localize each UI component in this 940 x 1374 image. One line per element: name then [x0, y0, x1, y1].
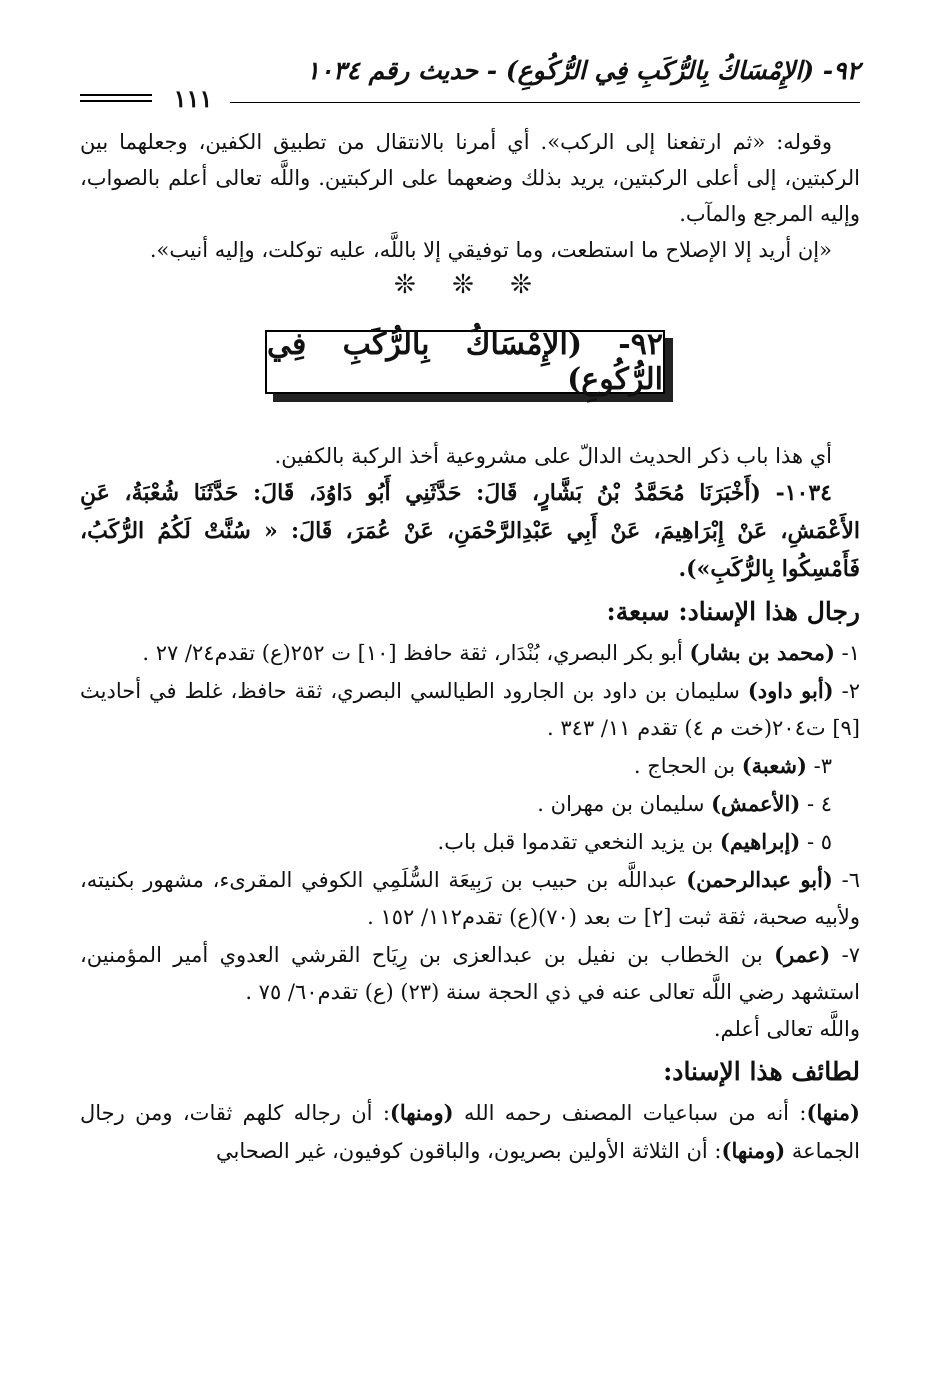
narrator-entry-6 — [80, 861, 860, 936]
intro-paragraph: وقوله: «ثم ارتفعنا إلى الركب». أي أمرنا بالانتقال من تطبيق الكفين، وجعلهما بين الركبتين، إلى أعلى الركبتين، يريد بذلك وضعهما على الركبتين. واللَّه تعالى أعلم بالصواب، وإليه المرجع والمآب. — [80, 130, 860, 226]
narrator-number: ٤ - — [800, 792, 832, 816]
narrator-entry-2 — [80, 672, 860, 747]
narrator-entry-4 — [80, 785, 860, 823]
lataif-marker: (ومنها) — [721, 1138, 786, 1163]
header-rule-left-top — [80, 94, 152, 96]
narrator-entry-1 — [80, 634, 860, 672]
lataif-text: : أن الثلاثة الأولين بصريون، والباقون كوفيون، غير الصحابي — [216, 1139, 722, 1163]
narrator-details: سليمان بن مهران . — [537, 792, 712, 816]
closing-line: واللَّه تعالى أعلم. — [713, 1017, 860, 1041]
running-title: ٩٢- (الإِمْسَاكُ بِالرُّكَبِ فِي الرُّكُوعِ) - حديث رقم ١٠٣٤ — [306, 56, 860, 85]
narrator-name: (أبو عبدالرحمن) — [686, 867, 833, 892]
narrator-number: ٦- — [832, 868, 861, 892]
narrator-name: (محمد بن بشار) — [689, 640, 835, 665]
quran-quote: «إن أريد إلا الإصلاح ما استطعت، وما توفيقي إلا باللَّه، عليه توكلت، وإليه أنيب». — [149, 238, 832, 262]
narrators-heading: رجال هذا الإسناد: سبعة: — [606, 597, 860, 626]
header-rule — [230, 102, 860, 103]
narrator-details: عبداللَّه بن حبيب بن رَبِيعَة السُّلَمِي الكوفي المقرىء، مشهور بكنيته، ولأبيه صحبة، ثقة ثبت [٢] ت بعد (٧٠)(ع) تقدم١١٢/ ١٥٢ . — [80, 868, 860, 929]
narrator-name: (شعبة) — [741, 753, 807, 778]
book-page — [80, 50, 860, 1350]
lataif-marker: (منها) — [806, 1100, 860, 1125]
narrator-entry-3 — [80, 747, 860, 785]
narrator-number: ٣- — [806, 754, 832, 778]
separator-stars: ❊ ❊ ❊ — [394, 270, 546, 300]
lataif-marker: (ومنها) — [389, 1100, 454, 1125]
narrator-entry-7 — [80, 936, 860, 1011]
narrator-number: ٧- — [830, 943, 860, 967]
page-number: ١١١ — [173, 84, 213, 113]
narrator-name: (أبو داود) — [747, 678, 834, 703]
lataif-heading: لطائف هذا الإسناد: — [663, 1057, 860, 1086]
page-header — [80, 50, 860, 113]
narrator-name: (إبراهيم) — [719, 829, 801, 854]
narrator-entry-5 — [80, 823, 860, 861]
narrator-name: (عمر) — [774, 942, 831, 967]
narrator-name: (الأعمش) — [711, 791, 801, 816]
narrator-number: ٢- — [833, 679, 860, 703]
narrator-details: أبو بكر البصري، بُنْدَار، ثقة حافظ [١٠] ت ٢٥٢(ع) تقدم٢٤/ ٢٧ . — [142, 641, 690, 665]
hadith-text: ١٠٣٤- (أَخْبَرَنَا مُحَمَّدُ بْنُ بَشَّارٍ، قَالَ: حَدَّثَنِي أَبُو دَاوُدَ، قَالَ: حَدَّثَنَا شُعْبَةُ، عَنِ الأَعْمَشِ، عَنْ إِبْرَاهِيمَ، عَنْ أَبِي عَبْدِالرَّحْمَنِ، عَنْ عُمَرَ، قَالَ: « سُنَّتْ لَكُمُ الرُّكَبُ، فَأَمْسِكُوا بِالرُّكَبِ»). — [80, 480, 860, 582]
narrator-details: بن الخطاب بن نفيل بن عبدالعزى بن رِيَاح القرشي العدوي أمير المؤمنين، استشهد رضي اللَّه تعالى عنه في ذي الحجة سنة (٢٣) (ع) تقدم٦٠/ ٧٥ . — [80, 943, 860, 1004]
chapter-title: ٩٢- (الإِمْسَاكُ بِالرُّكَبِ فِي الرُّكُوعِ) — [267, 327, 663, 397]
narrator-details: بن يزيد النخعي تقدموا قبل باب. — [437, 830, 720, 854]
narrator-number: ١- — [834, 641, 860, 665]
narrator-number: ٥ - — [800, 830, 832, 854]
chapter-explanation: أي هذا باب ذكر الحديث الدالّ على مشروعية أخذ الركبة بالكفين. — [274, 444, 832, 468]
lataif-text: : أنه من سباعيات المصنف رحمه الله — [453, 1101, 807, 1125]
narrator-details: سليمان بن داود بن الجارود الطيالسي البصري، ثقة حافظ، غلط في أحاديث [٩] ت٢٠٤(خت م ٤) تقدم ١١/ ٣٤٣ . — [80, 679, 860, 740]
header-rule-left-bottom — [80, 100, 152, 102]
narrator-details: بن الحجاج . — [633, 754, 742, 778]
lataif-text: : أن رجاله كلهم ثقات، ومن رجال الجماعة — [80, 1101, 860, 1163]
chapter-title-frame — [265, 327, 675, 400]
lataif-paragraph — [80, 1094, 860, 1170]
